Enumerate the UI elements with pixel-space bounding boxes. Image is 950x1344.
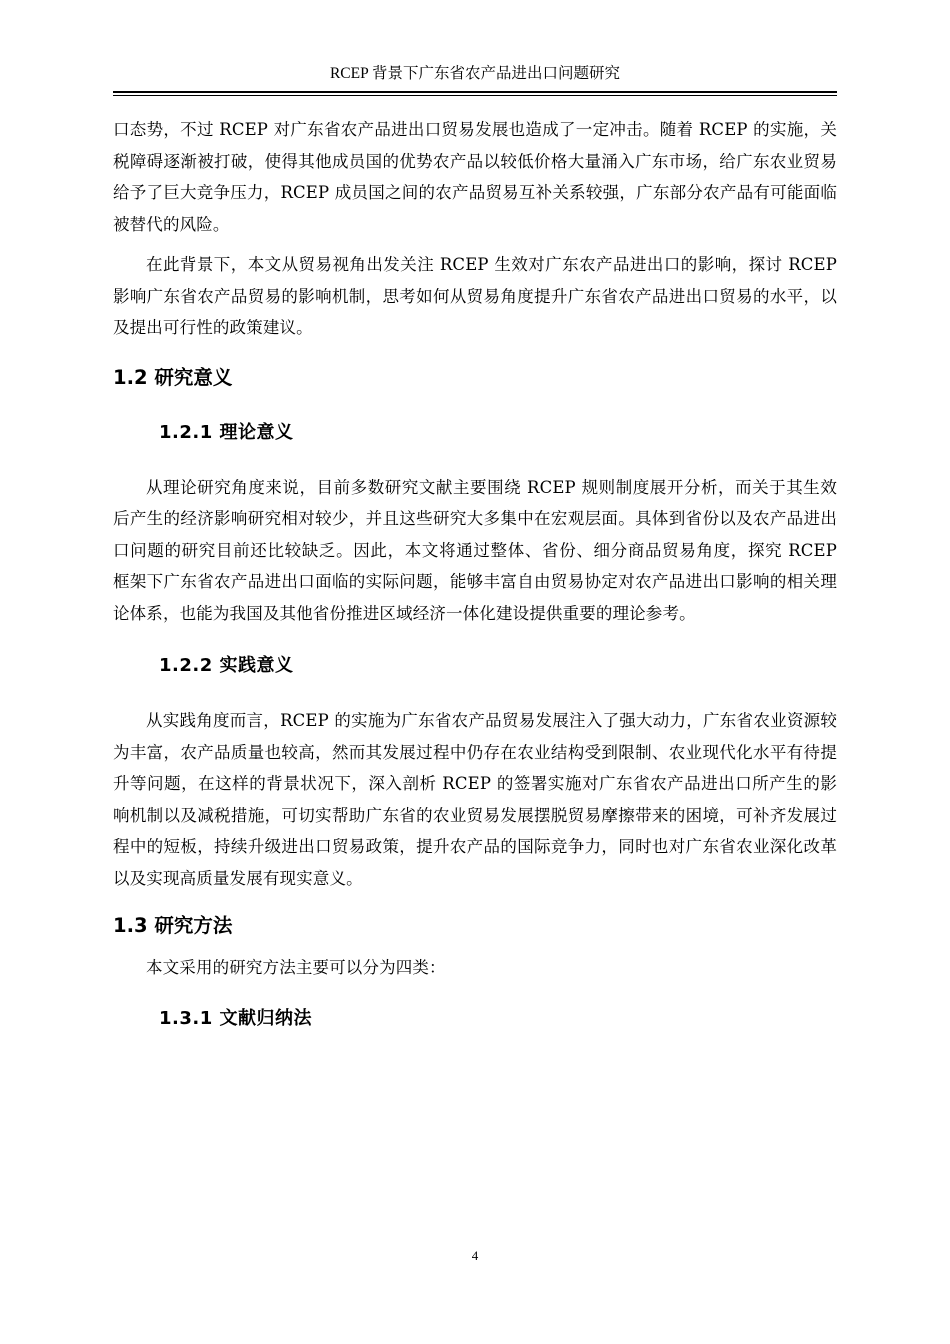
header-rule-thick bbox=[113, 91, 837, 93]
header-rule-thin bbox=[113, 95, 837, 96]
running-header: RCEP 背景下广东省农产品进出口问题研究 bbox=[329, 65, 621, 82]
subsection-heading-1-3-1: 1.3.1 文献归纳法 bbox=[159, 1007, 313, 1029]
section-heading-1-3: 1.3 研究方法 bbox=[113, 914, 233, 937]
subsection-heading-1-2-1: 1.2.1 理论意义 bbox=[159, 421, 294, 443]
paragraph-methods-intro: 本文采用的研究方法主要可以分为四类： bbox=[146, 958, 446, 977]
paragraph-practical-significance: 从实践角度而言，RCEP 的实施为广东省农产品贸易发展注入了强大动力，广东省农业资源较为丰富，农产品质量也较高，然而其发展过程中仍存在农业结构受到限制、农业现代化水平有待提升等问题，在这样的背景状况下，深入剖析 RCEP 的签署实施对广东省农产品进出口所产生的影响机制以及减税措施，可切实帮助广东省的农业贸易发展摆脱贸易摩擦带来的困境，可补齐发展过程中的短板，持续升级进出口贸易政策，提升农产品的国际竞争力，同时也对广东省农业深化改革以及实现高质量发展有现实意义。 bbox=[113, 711, 837, 888]
paragraph-continued: 口态势，不过 RCEP 对广东省农产品进出口贸易发展也造成了一定冲击。随着 RCEP 的实施，关税障碍逐渐被打破，使得其他成员国的优势农产品以较低价格大量涌入广东市场，给广东农业贸易给予了巨大竞争压力，RCEP 成员国之间的农产品贸易互补关系较强，广东部分农产品有可能面临被替代的风险。 bbox=[113, 120, 837, 234]
paragraph-theoretical-significance: 从理论研究角度来说，目前多数研究文献主要围绕 RCEP 规则制度展开分析，而关于其生效后产生的经济影响研究相对较少，并且这些研究大多集中在宏观层面。具体到省份以及农产品进出口问题的研究目前还比较缺乏。因此，本文将通过整体、省份、细分商品贸易角度，探究 RCEP 框架下广东省农产品进出口面临的实际问题，能够丰富自由贸易协定对农产品进出口影响的相关理论体系，也能为我国及其他省份推进区域经济一体化建设提供重要的理论参考。 bbox=[113, 477, 837, 623]
subsection-heading-1-2-2: 1.2.2 实践意义 bbox=[159, 655, 294, 676]
page-number: 4 bbox=[471, 1248, 479, 1263]
section-heading-1-2: 1.2 研究意义 bbox=[113, 365, 233, 389]
paragraph-background: 在此背景下，本文从贸易视角出发关注 RCEP 生效对广东农产品进出口的影响，探讨 RCEP 影响广东省农产品贸易的影响机制，思考如何从贸易角度提升广东省农产品进出口贸易的水平，以及提出可行性的政策建议。 bbox=[113, 255, 837, 337]
page-body bbox=[113, 114, 837, 1032]
